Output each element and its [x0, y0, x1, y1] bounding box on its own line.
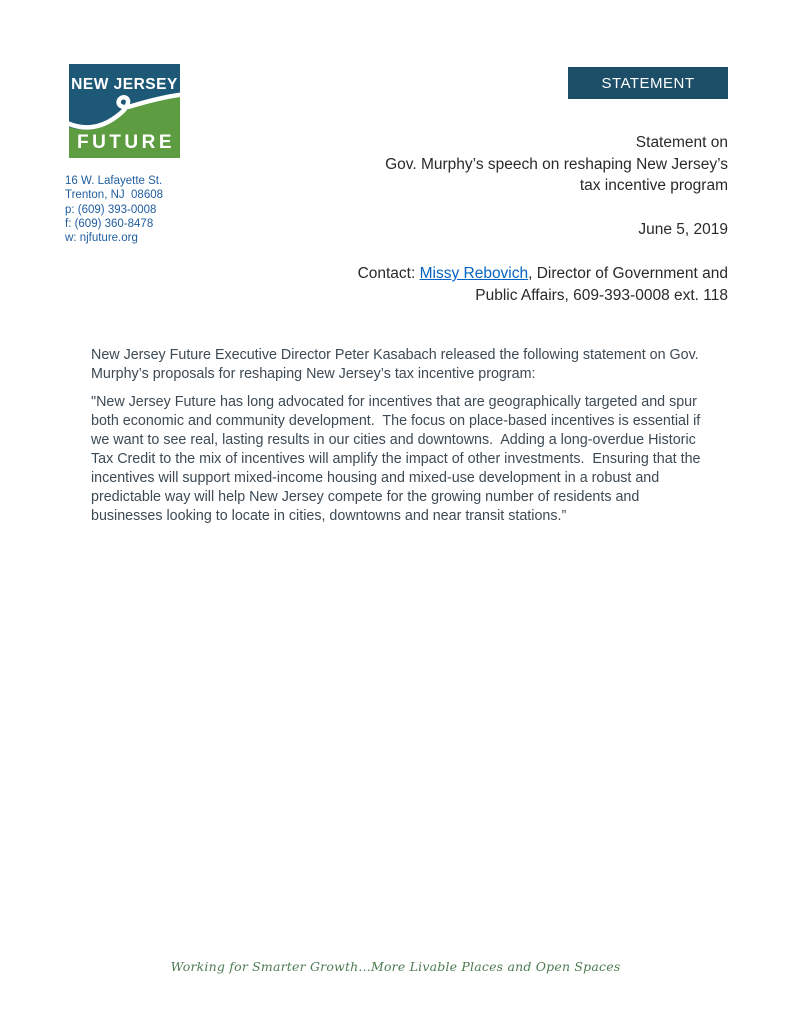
logo-graphic — [69, 64, 180, 158]
contact-link[interactable]: Missy Rebovich — [419, 265, 529, 282]
date: June 5, 2019 — [638, 221, 728, 238]
logo-text-future: FUTURE — [76, 132, 176, 153]
address-fax: f: (609) 360-8478 — [65, 217, 154, 230]
address-phone: p: (609) 393-0008 — [65, 203, 157, 216]
contact-title: , Director of Government and — [528, 265, 728, 282]
contact-prefix: Contact: — [357, 265, 420, 282]
title-line-2: Gov. Murphy’s speech on reshaping New Jersey’s — [385, 155, 728, 173]
document-title — [385, 132, 728, 197]
address-city: Trenton, NJ 08608 — [65, 189, 164, 202]
statement-body — [91, 346, 707, 535]
address-block — [65, 174, 163, 245]
title-line-3: tax incentive program — [579, 177, 728, 194]
address-website: w: njfuture.org — [65, 232, 138, 245]
contact-block — [358, 263, 728, 307]
contact-line-2: Public Affairs, 609-393-0008 ext. 118 — [475, 286, 728, 304]
contact-line-1 — [358, 263, 728, 285]
new-jersey-future-logo — [69, 64, 180, 158]
address-street: 16 W. Lafayette St. — [65, 175, 163, 187]
quote-paragraph: "New Jersey Future has long advocated for incentives that are geographically targeted and spur both economic and community development. The focus on place-based incentives is essential if we want to see real, lasting results in our cities and downtowns. Adding a long-overdue Historic Tax Credit to the mix of incentives will amplify the impact of other investments. Ensuring that the incentives will support mixed-income housing and mixed-use development in a robust and predictable way will help New Jersey compete for the growing number of residents and businesses looking to locate in cities, downtowns and near transit stations.” — [91, 394, 705, 524]
statement-banner-label: STATEMENT — [601, 74, 695, 92]
intro-paragraph: New Jersey Future Executive Director Peter Kasabach released the following statement on Gov. Murphy’s proposals for reshaping New Jersey’s tax incentive program: — [91, 347, 703, 382]
footer-tagline: Working for Smarter Growth...More Livable Places and Open Spaces — [170, 959, 621, 974]
statement-banner — [568, 67, 728, 99]
logo-text-new-jersey: NEW JERSEY — [71, 76, 178, 93]
title-line-1: Statement on — [635, 134, 728, 151]
